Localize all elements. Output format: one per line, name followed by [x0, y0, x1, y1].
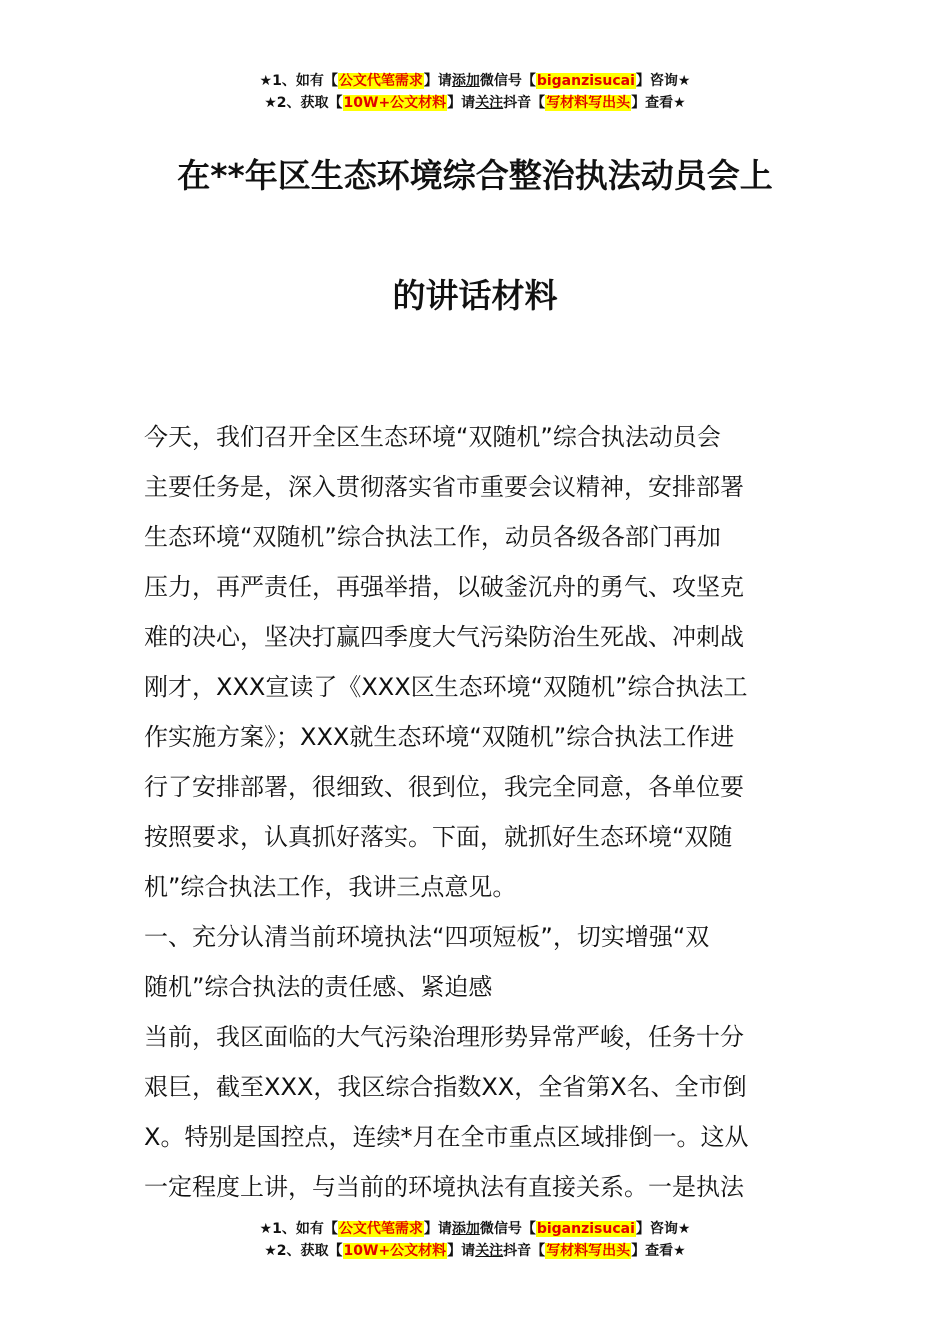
banner-highlight: 写材料写出头 [546, 1243, 631, 1259]
document-title-line-2: 的讲话材料 [392, 276, 558, 315]
banner-text: 】请 [423, 73, 452, 89]
body-line: 机”综合执法工作，我讲三点意见。 [144, 873, 517, 901]
body-line: 艰巨，截至XXX，我区综合指数XX，全省第X名、全市倒 [144, 1073, 747, 1101]
section-heading-line: 随机”综合执法的责任感、紧迫感 [144, 973, 493, 1001]
body-line: 按照要求，认真抓好落实。下面，就抓好生态环境“双随 [144, 823, 733, 851]
banner-highlight: 公文代笔需求 [338, 1221, 423, 1237]
body-line: 当前，我区面临的大气污染治理形势异常严峻，任务十分 [144, 1023, 744, 1051]
footer-banner [0, 1218, 950, 1262]
banner-highlight: 公文代笔需求 [338, 73, 423, 89]
body-line: 压力，再严责任，再强举措，以破釜沉舟的勇气、攻坚克 [144, 573, 744, 601]
banner-text: 】查看★ [631, 95, 686, 111]
banner-text: 】请 [447, 1243, 476, 1259]
body-line: 刚才，XXX宣读了《XXX区生态环境“双随机”综合执法工 [144, 673, 748, 701]
banner-line-1 [0, 1218, 950, 1240]
document-body [144, 412, 808, 1212]
banner-highlight: biganzisucai [536, 1221, 635, 1237]
body-line: 行了安排部署，很细致、很到位，我完全同意，各单位要 [144, 773, 744, 801]
banner-text: ★1、如有【 [259, 1221, 338, 1237]
banner-line-2 [0, 1240, 950, 1262]
body-line: 难的决心，坚决打赢四季度大气污染防治生死战、冲刺战 [144, 623, 744, 651]
banner-text: 】请 [423, 1221, 452, 1237]
body-line: 今天，我们召开全区生态环境“双随机”综合执法动员会 [144, 423, 721, 451]
banner-text: 微信号【 [479, 73, 536, 89]
banner-text: 】查看★ [631, 1243, 686, 1259]
banner-text: 抖音【 [503, 1243, 546, 1259]
banner-text: ★2、获取【 [264, 1243, 343, 1259]
section-heading-line: 一、充分认清当前环境执法“四项短板”，切实增强“双 [144, 923, 710, 951]
banner-text: 】咨询★ [635, 1221, 691, 1237]
banner-text: 抖音【 [503, 95, 546, 111]
body-line: 作实施方案》；XXX就生态环境“双随机”综合执法工作进 [144, 723, 735, 751]
banner-text: ★2、获取【 [264, 95, 343, 111]
banner-line-2 [0, 92, 950, 114]
banner-text: ★1、如有【 [259, 73, 338, 89]
banner-text: 】咨询★ [635, 73, 691, 89]
banner-underlined: 关注 [475, 1243, 504, 1259]
document-title-line-1: 在**年区生态环境综合整治执法动员会上 [177, 156, 773, 195]
banner-underlined: 添加 [451, 1221, 480, 1237]
banner-highlight: 10W+公文材料 [343, 95, 447, 111]
body-line: X。特别是国控点，连续*月在全市重点区域排倒一。这从 [144, 1123, 749, 1151]
banner-underlined: 关注 [475, 95, 504, 111]
banner-highlight: 写材料写出头 [546, 95, 631, 111]
body-line: 主要任务是，深入贯彻落实省市重要会议精神，安排部署 [144, 473, 744, 501]
banner-highlight: 10W+公文材料 [343, 1243, 447, 1259]
banner-text: 微信号【 [479, 1221, 536, 1237]
body-line: 生态环境“双随机”综合执法工作，动员各级各部门再加 [144, 523, 721, 551]
banner-text: 】请 [447, 95, 476, 111]
header-banner [0, 70, 950, 114]
body-line: 一定程度上讲，与当前的环境执法有直接关系。一是执法 [144, 1173, 744, 1201]
banner-line-1 [0, 70, 950, 92]
banner-underlined: 添加 [451, 73, 480, 89]
banner-highlight: biganzisucai [536, 73, 635, 89]
